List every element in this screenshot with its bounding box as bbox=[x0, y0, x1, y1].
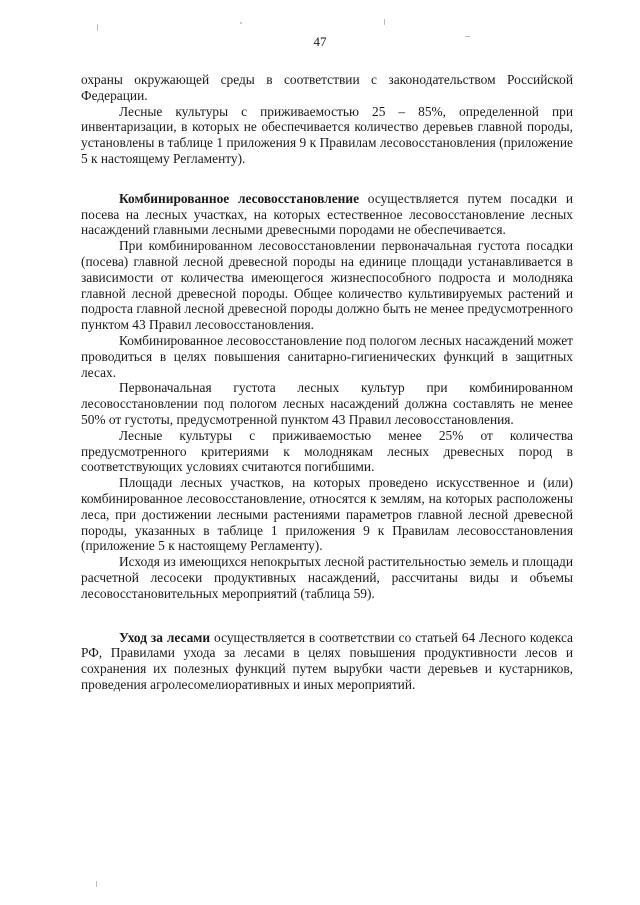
paragraph-text: осуществляется путем посадки и посева на лесных участках, на которых естественное лесовосстановление лесных насаждений главными лесными древесными породами не обеспечивается. bbox=[81, 190, 573, 238]
paragraph bbox=[81, 104, 573, 167]
paragraph-text: Лесные культуры с приживаемостью 25 – 85%, определенной при инвентаризации, в которых не обеспечивается количество деревьев главной породы, установлены в таблице 1 приложения 9 к Правилам лесовосстановления (приложение 5 к настоящему Регламенту). bbox=[81, 103, 573, 166]
paragraph bbox=[81, 72, 573, 104]
page-number: 47 bbox=[313, 34, 327, 49]
scan-speck bbox=[96, 881, 97, 887]
paragraph bbox=[81, 333, 573, 380]
scan-speck bbox=[97, 24, 98, 31]
paragraph-text: Первоначальная густота лесных культур при комбинированном лесовосстановлении под пологом лесных насаждений должна составлять не менее 50% от густоты, предусмотренной пунктом 43 Правил лесовосстановления. bbox=[81, 380, 573, 427]
paragraph-text: Комбинированное лесовосстановление под пологом лесных насаждений может проводиться в целях повышения санитарно-гигиенических функций в защитных лесах. bbox=[81, 332, 573, 380]
paragraph-text: охраны окружающей среды в соответствии с законодательством Российской Федерации. bbox=[81, 72, 573, 103]
paragraph bbox=[81, 428, 573, 475]
paragraph-lead: Комбинированное лесовосстановление bbox=[119, 190, 360, 206]
paragraph bbox=[81, 475, 573, 554]
paragraph-text: Исходя из имеющихся непокрытых лесной растительностью земель и площади расчетной лесосеки продуктивных насаждений, рассчитаны виды и объемы лесовосстановительных мероприятий (таблица 59). bbox=[81, 554, 573, 601]
paragraph-lead: Уход за лесами bbox=[119, 629, 211, 645]
paragraph bbox=[81, 380, 573, 427]
paragraph-text: Площади лесных участков, на которых проведено искусственное и (или) комбинированное лесовосстановление, относятся к землям, на которых расположены леса, при достижении лесными растениями параметров главной лесной древесной породы, указанных в таблице 1 приложения 9 к Правилам лесовосстановления (приложение 5 к настоящему Регламенту). bbox=[81, 475, 573, 554]
paragraph bbox=[81, 630, 573, 693]
scan-speck bbox=[384, 19, 385, 25]
scan-speck bbox=[240, 22, 242, 24]
paragraph-text: При комбинированном лесовосстановлении первоначальная густота посадки (посева) главной лесной древесной породы на единице площади устанавливается в зависимости от количества имеющегося жизнеспособного подроста и молодняка главной лесной древесной породы. Общее количество культивируемых растений и подроста главной лесной древесной породы должно быть не менее предусмотренного пунктом 43 Правил лесовосстановления. bbox=[81, 238, 573, 333]
paragraph bbox=[81, 238, 573, 333]
body-text bbox=[81, 72, 573, 693]
paragraph-text: Лесные культуры с приживаемостью менее 25% от количества предусмотренного критериями к молоднякам лесных древесных пород в соответствующих условиях считаются погибшими. bbox=[81, 427, 573, 475]
paragraph-text: осуществляется в соответствии со статьей 64 Лесного кодекса РФ, Правилами ухода за лесами в целях повышения продуктивности лесов и сохранения их полезных функций путем вырубки части деревьев и кустарников, проведения агролесомелиоративных и иных мероприятий. bbox=[81, 629, 574, 692]
paragraph bbox=[81, 191, 573, 238]
paragraph bbox=[81, 554, 573, 601]
